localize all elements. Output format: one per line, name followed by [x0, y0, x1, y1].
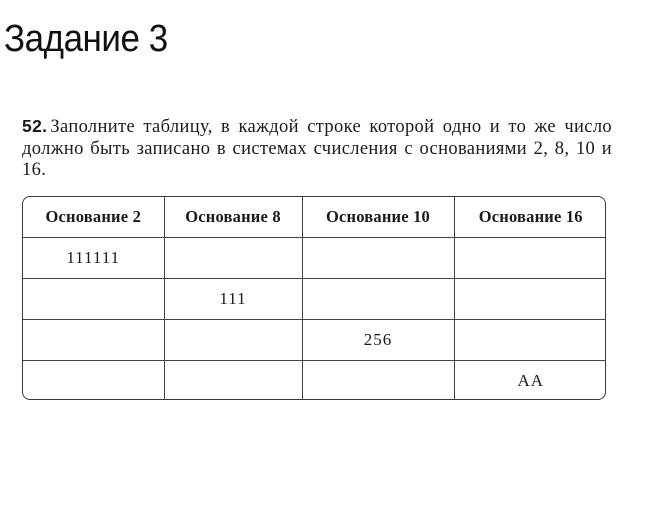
header-base-8: Основание 8 [164, 197, 302, 238]
task-number: 52. [22, 116, 48, 136]
table-row [23, 320, 606, 361]
table-row [23, 279, 606, 320]
table-cell[interactable] [302, 238, 454, 279]
header-base-2: Основание 2 [23, 197, 164, 238]
table-cell[interactable] [164, 361, 302, 401]
table-cell[interactable] [302, 361, 454, 401]
table-cell[interactable]: 111 [164, 279, 302, 320]
table-cell[interactable] [164, 238, 302, 279]
table-cell[interactable] [23, 361, 164, 401]
table-cell[interactable]: 111111 [23, 238, 164, 279]
table-header-row [23, 197, 606, 238]
task-text-block [22, 116, 612, 182]
number-systems-table [22, 196, 606, 400]
table-row [23, 238, 606, 279]
table-cell[interactable] [454, 320, 606, 361]
header-base-10: Основание 10 [302, 197, 454, 238]
table-cell[interactable] [302, 279, 454, 320]
header-base-16: Основание 16 [454, 197, 606, 238]
table-cell[interactable] [164, 320, 302, 361]
table-cell[interactable] [454, 238, 606, 279]
table-cell[interactable] [454, 279, 606, 320]
task-text: Заполните таблицу, в каждой строке которой одно и то же число должно быть записано в системах счисления с основаниями 2, 8, 10 и 16. [22, 117, 612, 180]
page-title: Задание 3 [4, 18, 168, 60]
task-statement [22, 116, 612, 182]
table-cell[interactable] [23, 320, 164, 361]
table-cell[interactable] [23, 279, 164, 320]
table [23, 197, 606, 400]
table-cell[interactable]: 256 [302, 320, 454, 361]
table-cell[interactable]: AA [454, 361, 606, 401]
table-row [23, 361, 606, 401]
